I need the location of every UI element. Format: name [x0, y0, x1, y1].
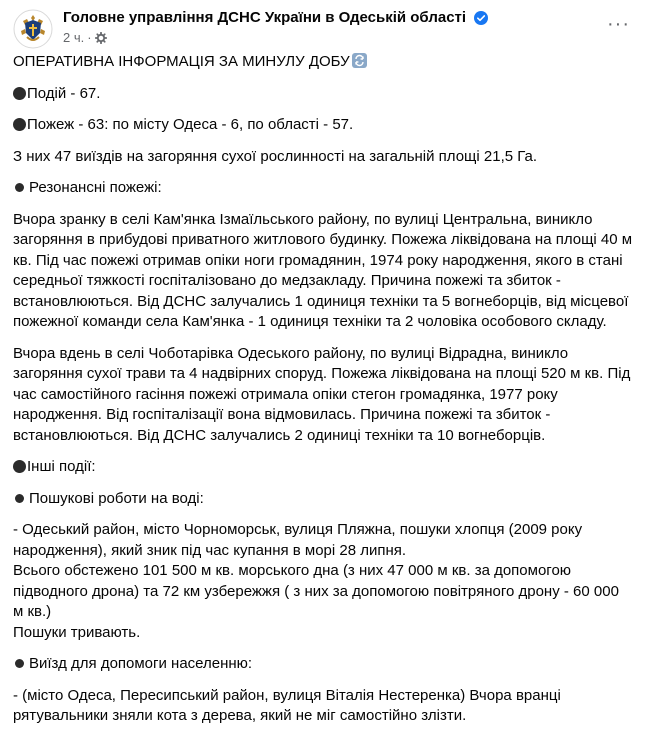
page-name[interactable] — [63, 9, 488, 29]
small-black-circle-icon — [15, 183, 24, 192]
dry-grass-text: З них 47 виїздів на загоряння сухої рослинності на загальній площі 21,5 Га. — [13, 147, 538, 165]
search-block — [13, 520, 633, 643]
other-line — [13, 457, 633, 478]
fires-line — [13, 115, 633, 136]
small-black-circle-icon — [15, 494, 24, 503]
more-options-button[interactable]: ··· — [607, 13, 630, 35]
search-title: Пошукові роботи на воді: — [29, 489, 204, 507]
search-text-2: Всього обстежено 101 500 м кв. морського дна (з них 47 000 м кв. за допомогою підводного дрона) та 72 км узбережжя ( з них за допомогою повітряного дрону - 60 000 м кв.) — [13, 562, 619, 620]
black-circle-icon — [13, 118, 26, 131]
verified-badge-icon — [474, 11, 488, 29]
search-line — [13, 489, 633, 510]
resonant-title: Резонансні пожежі: — [29, 179, 162, 196]
black-circle-icon — [13, 460, 26, 473]
heading-line — [13, 52, 633, 73]
black-circle-icon — [13, 87, 26, 100]
resonant-line — [13, 178, 633, 199]
other-title: Інші події: — [27, 458, 96, 475]
page-name-text[interactable]: Головне управління ДСНС України в Одеській області — [63, 9, 467, 26]
events-line — [13, 84, 633, 105]
dsns-emblem-icon — [13, 9, 53, 49]
heading: ОПЕРАТИВНА ІНФОРМАЦІЯ ЗА МИНУЛУ ДОБУ — [13, 53, 350, 70]
help-title: Виїзд для допомоги населенню: — [29, 655, 253, 672]
fires-text: Пожеж - 63: по місту Одеса - 6, по області - 57. — [27, 116, 354, 133]
fire-report-2: Вчора вдень в селі Чоботарівка Одеського району, по вулиці Відрадна, виникло загоряння сухої трави та 4 надвірних споруд. Пожежа ліквідована на площі 520 м кв. Під час самостійного гасіння пожежі отримала опіки стегон громадянка, 1977 року народження. Від госпіталізації вона відмовилась. Причина пожежі та збиток - встановлюються. Від ДСНС залучались 2 одиниці техніки та 10 вогнеборців. — [13, 344, 631, 444]
events-text: Подій - 67. — [27, 84, 101, 102]
avatar[interactable] — [13, 9, 53, 49]
search-text-1: - Одеський район, місто Чорноморськ, вулиця Пляжна, пошуки хлопця (2009 року народження), який зник під час купання в морі 28 липня. — [13, 521, 583, 559]
small-black-circle-icon — [15, 659, 24, 668]
post-header — [13, 8, 640, 48]
help-text: - (місто Одеса, Пересипський район, вулиця Віталія Нестеренка) Вчора вранці рятувальники зняли кота з дерева, який не міг самостійно злізти. — [13, 686, 561, 724]
search-text-3: Пошуки тривають. — [13, 623, 141, 641]
arrows-emoji-icon — [352, 53, 367, 68]
meta-separator: · — [87, 30, 92, 45]
fire-report-1: Вчора зранку в селі Кам'янка Ізмаїльського району, по вулиці Центральна, виникло загоряння в прибудові приватного житлового будинку. Пожежа ліквідована на площі 40 м кв. Під час пожежі отримав опіки ноги громадянин, 1974 року народження, якого в стані середньої тяжкості госпіталізовано до медзакладу. Причина пожежі та збиток - встановлюються. Від ДСНС залучались 1 одиниця техніки та 5 вогнеборців, від місцевої пожежної команди села Кам'янка - 1 одиниця техніки та 2 чоловіка особового складу. — [13, 210, 633, 330]
help-line — [13, 654, 633, 675]
post-meta — [63, 30, 107, 47]
post-time[interactable]: 2 ч. — [63, 30, 85, 45]
audience-gear-icon[interactable] — [95, 32, 107, 47]
